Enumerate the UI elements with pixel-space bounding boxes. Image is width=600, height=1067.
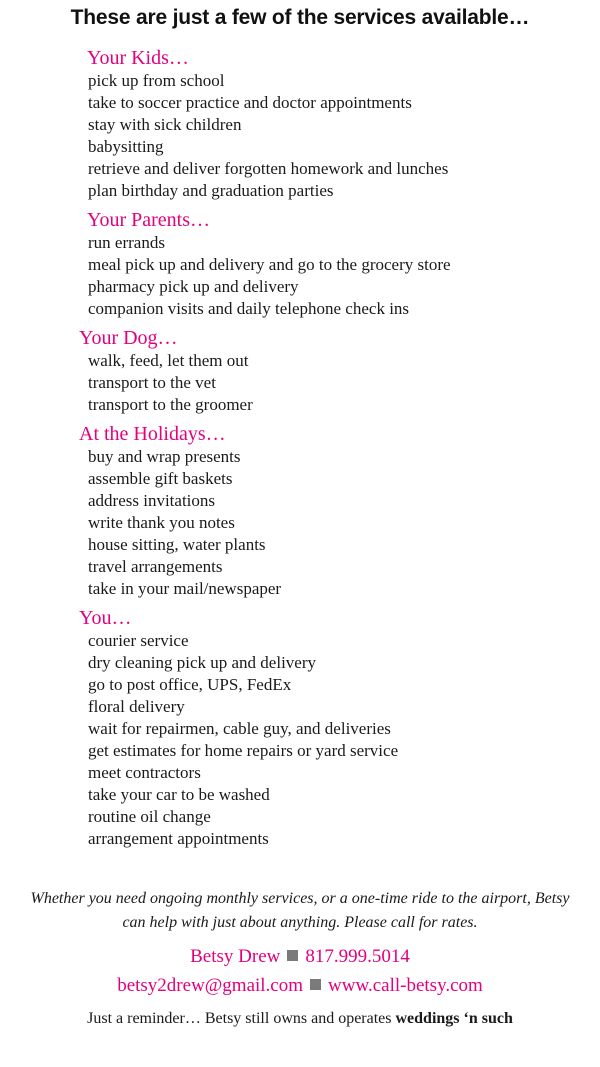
- list-item: take to soccer practice and doctor appointments: [88, 93, 412, 112]
- service-items: [79, 232, 589, 320]
- list-item: address invitations: [88, 491, 216, 510]
- list-item: dry cleaning pick up and delivery: [88, 653, 317, 672]
- list-item: go to post office, UPS, FedEx: [88, 675, 292, 694]
- list-item: meal pick up and delivery and go to the grocery store: [88, 255, 451, 274]
- list-item: retrieve and deliver forgotten homework and lunches: [88, 159, 449, 178]
- square-bullet-icon: [287, 950, 298, 961]
- service-items: [79, 446, 589, 600]
- services-list: [79, 46, 589, 856]
- list-item: walk, feed, let them out: [88, 351, 249, 370]
- list-item: get estimates for home repairs or yard service: [88, 741, 399, 760]
- service-items: [79, 70, 589, 202]
- service-items: [79, 630, 589, 850]
- list-item: courier service: [88, 631, 189, 650]
- section-parents: [79, 208, 589, 320]
- list-item: transport to the vet: [88, 373, 216, 392]
- list-item: wait for repairmen, cable guy, and deliveries: [88, 719, 391, 738]
- list-item: transport to the groomer: [88, 395, 253, 414]
- contact-email-web: [0, 975, 600, 997]
- contact-name: Betsy Drew: [190, 946, 281, 967]
- list-item: routine oil change: [88, 807, 211, 826]
- section-you: [79, 606, 589, 850]
- closing-paragraph: Whether you need ongoing monthly services, or a one-time ride to the airport, Betsy can help with just about anything. Please call for rates.: [30, 890, 570, 931]
- list-item: pick up from school: [88, 71, 225, 90]
- list-item: stay with sick children: [88, 115, 242, 134]
- list-item: meet contractors: [88, 763, 201, 782]
- square-bullet-icon: [310, 979, 321, 990]
- list-item: assemble gift baskets: [88, 469, 233, 488]
- business-name: weddings ‘n such: [395, 1010, 513, 1027]
- email-link[interactable]: betsy2drew@gmail.com: [117, 975, 304, 996]
- list-item: floral delivery: [88, 697, 185, 716]
- section-heading: Your Dog…: [79, 327, 178, 349]
- list-item: take in your mail/newspaper: [88, 579, 282, 598]
- section-kids: [79, 46, 589, 202]
- list-item: pharmacy pick up and delivery: [88, 277, 299, 296]
- list-item: plan birthday and graduation parties: [88, 181, 334, 200]
- reminder-line: [0, 1010, 600, 1028]
- page-title: These are just a few of the services available…: [70, 6, 530, 29]
- section-heading: Your Kids…: [87, 47, 189, 69]
- contact-name-phone: [0, 946, 600, 968]
- list-item: babysitting: [88, 137, 164, 156]
- list-item: run errands: [88, 233, 165, 252]
- website-link[interactable]: www.call-betsy.com: [328, 975, 483, 996]
- list-item: house sitting, water plants: [88, 535, 266, 554]
- section-holidays: [79, 422, 589, 600]
- reminder-text: Just a reminder… Betsy still owns and operates: [87, 1010, 392, 1027]
- list-item: take your car to be washed: [88, 785, 270, 804]
- phone-number[interactable]: 817.999.5014: [305, 946, 410, 967]
- list-item: write thank you notes: [88, 513, 235, 532]
- section-heading: Your Parents…: [87, 209, 210, 231]
- list-item: travel arrangements: [88, 557, 223, 576]
- list-item: companion visits and daily telephone check ins: [88, 299, 410, 318]
- section-heading: You…: [79, 607, 132, 629]
- list-item: arrangement appointments: [88, 829, 269, 848]
- section-heading: At the Holidays…: [79, 423, 226, 445]
- service-items: [79, 350, 589, 416]
- list-item: buy and wrap presents: [88, 447, 241, 466]
- section-dog: [79, 326, 589, 416]
